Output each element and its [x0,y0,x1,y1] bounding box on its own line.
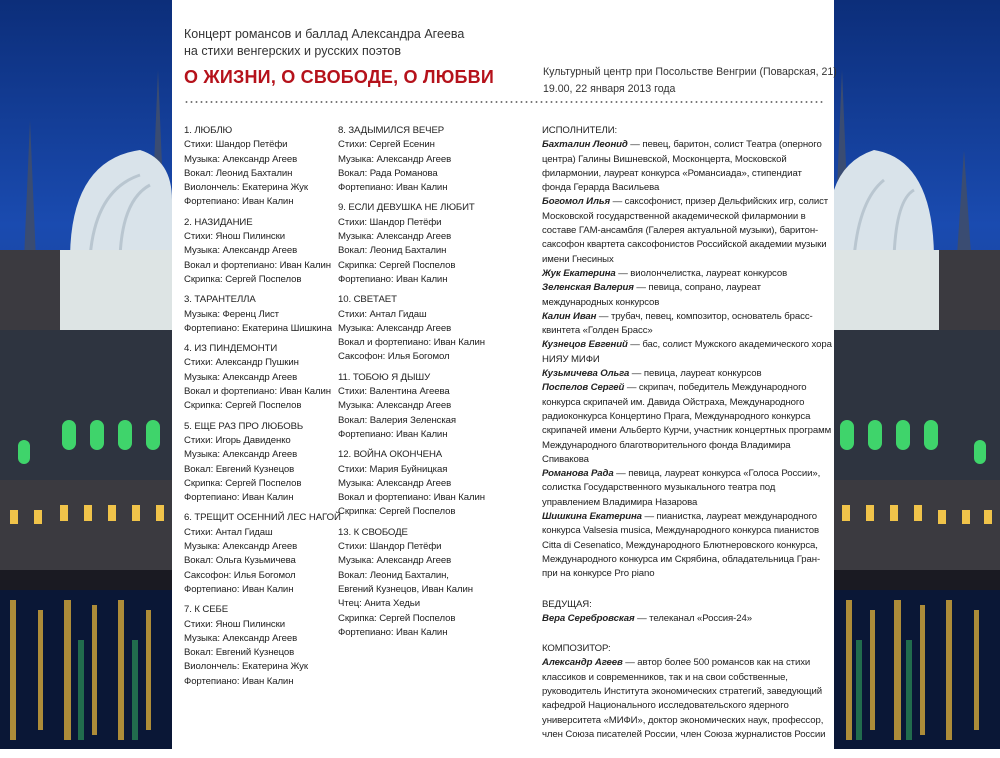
song-credit: Фортепиано: Иван Калин [184,196,294,208]
host-entry [542,612,832,626]
song-credit: Фортепиано: Иван Калин [184,492,294,504]
program-item [184,511,341,597]
song-credit: Фортепиано: Иван Калин [338,626,448,638]
performers-section [542,124,832,582]
concert-title: О ЖИЗНИ, О СВОБОДЕ, О ЛЮБВИ [184,67,494,87]
performer-description: — виолончелистка, лауреат конкурсов [615,267,788,279]
song-credit: Музыка: Александр Агеев [338,153,452,165]
program-item [184,293,341,336]
performer-name: Зеленская Валерия [542,282,634,294]
song-credit: Музыка: Александр Агеев [338,400,452,412]
song-credit: Вокал: Рада Романова [338,167,438,179]
song-credit: Фортепиано: Иван Калин [338,273,448,285]
composer-heading: КОМПОЗИТОР: [542,643,611,655]
subtitle-line-2: на стихи венгерских и русских поэтов [184,44,402,58]
program-item [184,420,341,506]
song-credit: Саксофон: Илья Богомол [338,351,450,363]
performer-entry [542,281,832,310]
performers-heading: ИСПОЛНИТЕЛИ: [542,125,618,136]
program-column-right [338,124,485,646]
composer-section [542,642,832,742]
song-credit: Стихи: Антал Гидаш [338,308,427,320]
song-credit: Стихи: Шандор Петёфи [184,139,288,151]
performer-description: — певец, баритон, солист Театра (оперного центра) Галины Вишневской, Москонцерта, Московской филармонии, лауреат конкурса «Романсиада», стипендиат фонда Герарда Васильева [542,139,822,194]
performer-name: Жук Екатерина [542,267,616,279]
parliament-illustration-left [0,0,172,749]
performer-description: — певица, лауреат конкурсов [629,368,762,380]
song-credit: Саксофон: Илья Богомол [184,569,296,581]
program-item [184,342,341,413]
performer-name: Шишкина Екатерина [542,511,642,523]
song-credit: Скрипка: Сергей Поспелов [184,477,302,489]
performer-name: Богомол Илья [542,196,610,208]
performer-entry [542,310,832,339]
song-credit: Скрипка: Сергей Поспелов [338,612,456,624]
song-title: 12. ВОЙНА ОКОНЧЕНА [338,449,443,461]
song-credit: Вокал и фортепиано: Иван Калин [184,386,331,398]
song-credit: Стихи: Шандор Петёфи [338,541,442,553]
song-title: 10. СВЕТАЕТ [338,294,397,306]
program-item [338,526,485,640]
song-credit: Музыка: Александр Агеев [338,477,452,489]
song-title: 1. ЛЮБЛЮ [184,125,233,136]
song-credit: Стихи: Янош Пилински [184,618,285,630]
performer-description: — скрипач, победитель Международного конкурса скрипачей им. Давида Ойстраха, Международного радиоконкурса Концертино Прага, Международного конкурса скрипачей имени Альберто Курчи, участник концертных программ Международного благотворительного фонда Владимира Спивакова [542,382,832,465]
song-credit: Фортепиано: Иван Калин [184,675,294,687]
song-title: 13. К СВОБОДЕ [338,526,408,538]
performer-entry [542,195,832,266]
host-section [542,598,832,627]
song-credit: Музыка: Александр Агеев [338,555,452,567]
parliament-photo-right [834,0,1000,749]
performer-description: — трубач, певец, композитор, основатель брасс-квинтета «Голден Брасс» [542,310,813,337]
song-credit: Стихи: Валентина Агеева [338,386,450,398]
program-item [184,216,341,287]
song-credit: Музыка: Александр Агеев [184,449,298,461]
performers-list [542,138,832,581]
song-credit: Стихи: Игорь Давиденко [184,434,291,446]
composer-entry [542,656,832,742]
song-credit: Музыка: Александр Агеев [184,541,298,553]
song-credit: Стихи: Мария Буйницкая [338,463,448,475]
host-name: Вера Серебровская [542,612,635,624]
song-credit: Вокал и фортепиано: Иван Калин [184,259,331,271]
performer-name: Калин Иван [542,310,597,322]
song-credit: Скрипка: Сергей Поспелов [338,506,456,518]
performer-entry [542,267,832,281]
performer-description: — певица, лауреат конкурса «Голоса России», солистка Государственного музыкального театра под управлением Владимира Назарова [542,468,821,508]
program-item [338,124,485,195]
parliament-photo-left [0,0,172,749]
performer-entry [542,381,832,467]
program-column-left [184,124,341,695]
performer-name: Поспелов Сергей [542,382,625,394]
song-credit: Скрипка: Сергей Поспелов [184,273,302,285]
song-title: 4. ИЗ ПИНДЕМОНТИ [184,343,278,355]
song-credit: Стихи: Сергей Есенин [338,139,435,151]
song-title: 5. ЕЩЕ РАЗ ПРО ЛЮБОВЬ [184,420,304,432]
program-item [338,201,485,287]
program-item [338,293,485,364]
performer-name: Бахталин Леонид [542,139,628,151]
song-title: 8. ЗАДЫМИЛСЯ ВЕЧЕР [338,125,445,136]
program-item [184,124,341,210]
venue-address: Культурный центр при Посольстве Венгрии (Поварская, 21) [543,66,837,78]
performer-name: Кузнецов Евгений [542,339,628,351]
program-item [338,448,485,519]
program-item [184,603,341,689]
song-credit: Музыка: Александр Агеев [338,231,452,243]
song-title: 7. К СЕБЕ [184,604,229,616]
song-credit: Вокал: Леонид Бахталин, [338,569,449,581]
song-credit: Музыка: Александр Агеев [184,632,298,644]
dotted-divider [184,101,824,103]
performer-entry [542,510,832,581]
composer-name: Александр Агеев [542,657,623,669]
song-credit: Вокал: Ольга Кузьмичева [184,555,296,567]
song-credit: Евгений Кузнецов, Иван Калин [338,583,473,595]
host-description: — телеканал «Россия-24» [634,612,752,624]
song-credit: Стихи: Шандор Петёфи [338,216,442,228]
concert-subtitle [184,26,464,60]
song-credit: Музыка: Александр Агеев [184,245,298,257]
song-credit: Вокал: Валерия Зеленская [338,414,457,426]
song-credit: Фортепиано: Екатерина Шишкина [184,322,332,334]
performers-column [542,124,832,758]
parliament-illustration-right [834,0,1000,749]
song-credit: Фортепиано: Иван Калин [338,182,448,194]
performer-description: — бас, солист Мужского академического хора НИЯУ МИФИ [542,339,832,365]
song-credit: Музыка: Ференц Лист [184,308,279,320]
program-item [338,371,485,442]
song-credit: Скрипка: Сергей Поспелов [338,259,456,271]
performer-description: — пианистка, лауреат международного конкурса Valsesia musica, Международного конкурса пианистов Citta di Cesenatico, Международного Блютнеровского конкурса, Международного конкурса им Скрябина, обладательница Гран-при на конкурсе Pro piano [542,511,821,580]
composer-description: — автор более 500 романсов как на стихи классиков и современников, так и на свои собственные, руководитель Института экономических стратегий, заведующий кафедрой Национального исследовательского ядерного университета «МИФИ», доктор экономических наук, профессор, член Союза писателей России, член Союза журналистов России [542,657,826,740]
song-credit: Вокал и фортепиано: Иван Калин [338,492,485,504]
performer-description: — певица, сопрано, лауреат международных конкурсов [542,282,761,308]
song-credit: Фортепиано: Иван Калин [338,428,448,440]
song-title: 2. НАЗИДАНИЕ [184,216,253,228]
song-credit: Стихи: Антал Гидаш [184,526,273,538]
performer-entry [542,367,832,381]
song-credit: Музыка: Александр Агеев [184,153,298,165]
song-credit: Музыка: Александр Агеев [338,322,452,334]
performer-description: — саксофонист, призер Дельфийских игр, солист Московской государственной академической филармонии в составе ГАМ-ансамбля (Галерея актуальной музыки), баритон-саксофон квартета саксофонистов Российской академии музыки имени Гнесиных [542,196,829,265]
venue-info [543,64,837,98]
song-credit: Музыка: Александр Агеев [184,371,298,383]
subtitle-line-1: Концерт романсов и баллад Александра Агеева [184,27,465,41]
song-title: 6. ТРЕЩИТ ОСЕННИЙ ЛЕС НАГОЙ [184,512,341,524]
song-credit: Фортепиано: Иван Калин [184,583,294,595]
song-title: 9. ЕСЛИ ДЕВУШКА НЕ ЛЮБИТ [338,202,475,214]
performer-entry [542,338,832,367]
song-credit: Чтец: Анита Хедьи [338,598,420,610]
song-credit: Вокал: Евгений Кузнецов [184,647,295,659]
performer-entry [542,467,832,510]
song-credit: Стихи: Александр Пушкин [184,357,299,369]
song-title: 3. ТАРАНТЕЛЛА [184,294,256,306]
performer-name: Романова Рада [542,468,614,480]
song-credit: Вокал: Евгений Кузнецов [184,463,295,475]
song-credit: Стихи: Янош Пилински [184,231,285,243]
song-credit: Вокал и фортепиано: Иван Калин [338,337,485,349]
song-title: 11. ТОБОЮ Я ДЫШУ [338,371,431,383]
song-credit: Виолончель: Екатерина Жук [184,661,308,673]
host-heading: ВЕДУЩАЯ: [542,598,592,610]
song-credit: Виолончель: Екатерина Жук [184,182,308,194]
song-credit: Скрипка: Сергей Поспелов [184,400,302,412]
performer-entry [542,138,832,195]
song-credit: Вокал: Леонид Бахталин [338,245,447,257]
song-credit: Вокал: Леонид Бахталин [184,167,293,179]
venue-datetime: 19.00, 22 января 2013 года [543,83,676,95]
performer-name: Кузьмичева Ольга [542,368,630,380]
